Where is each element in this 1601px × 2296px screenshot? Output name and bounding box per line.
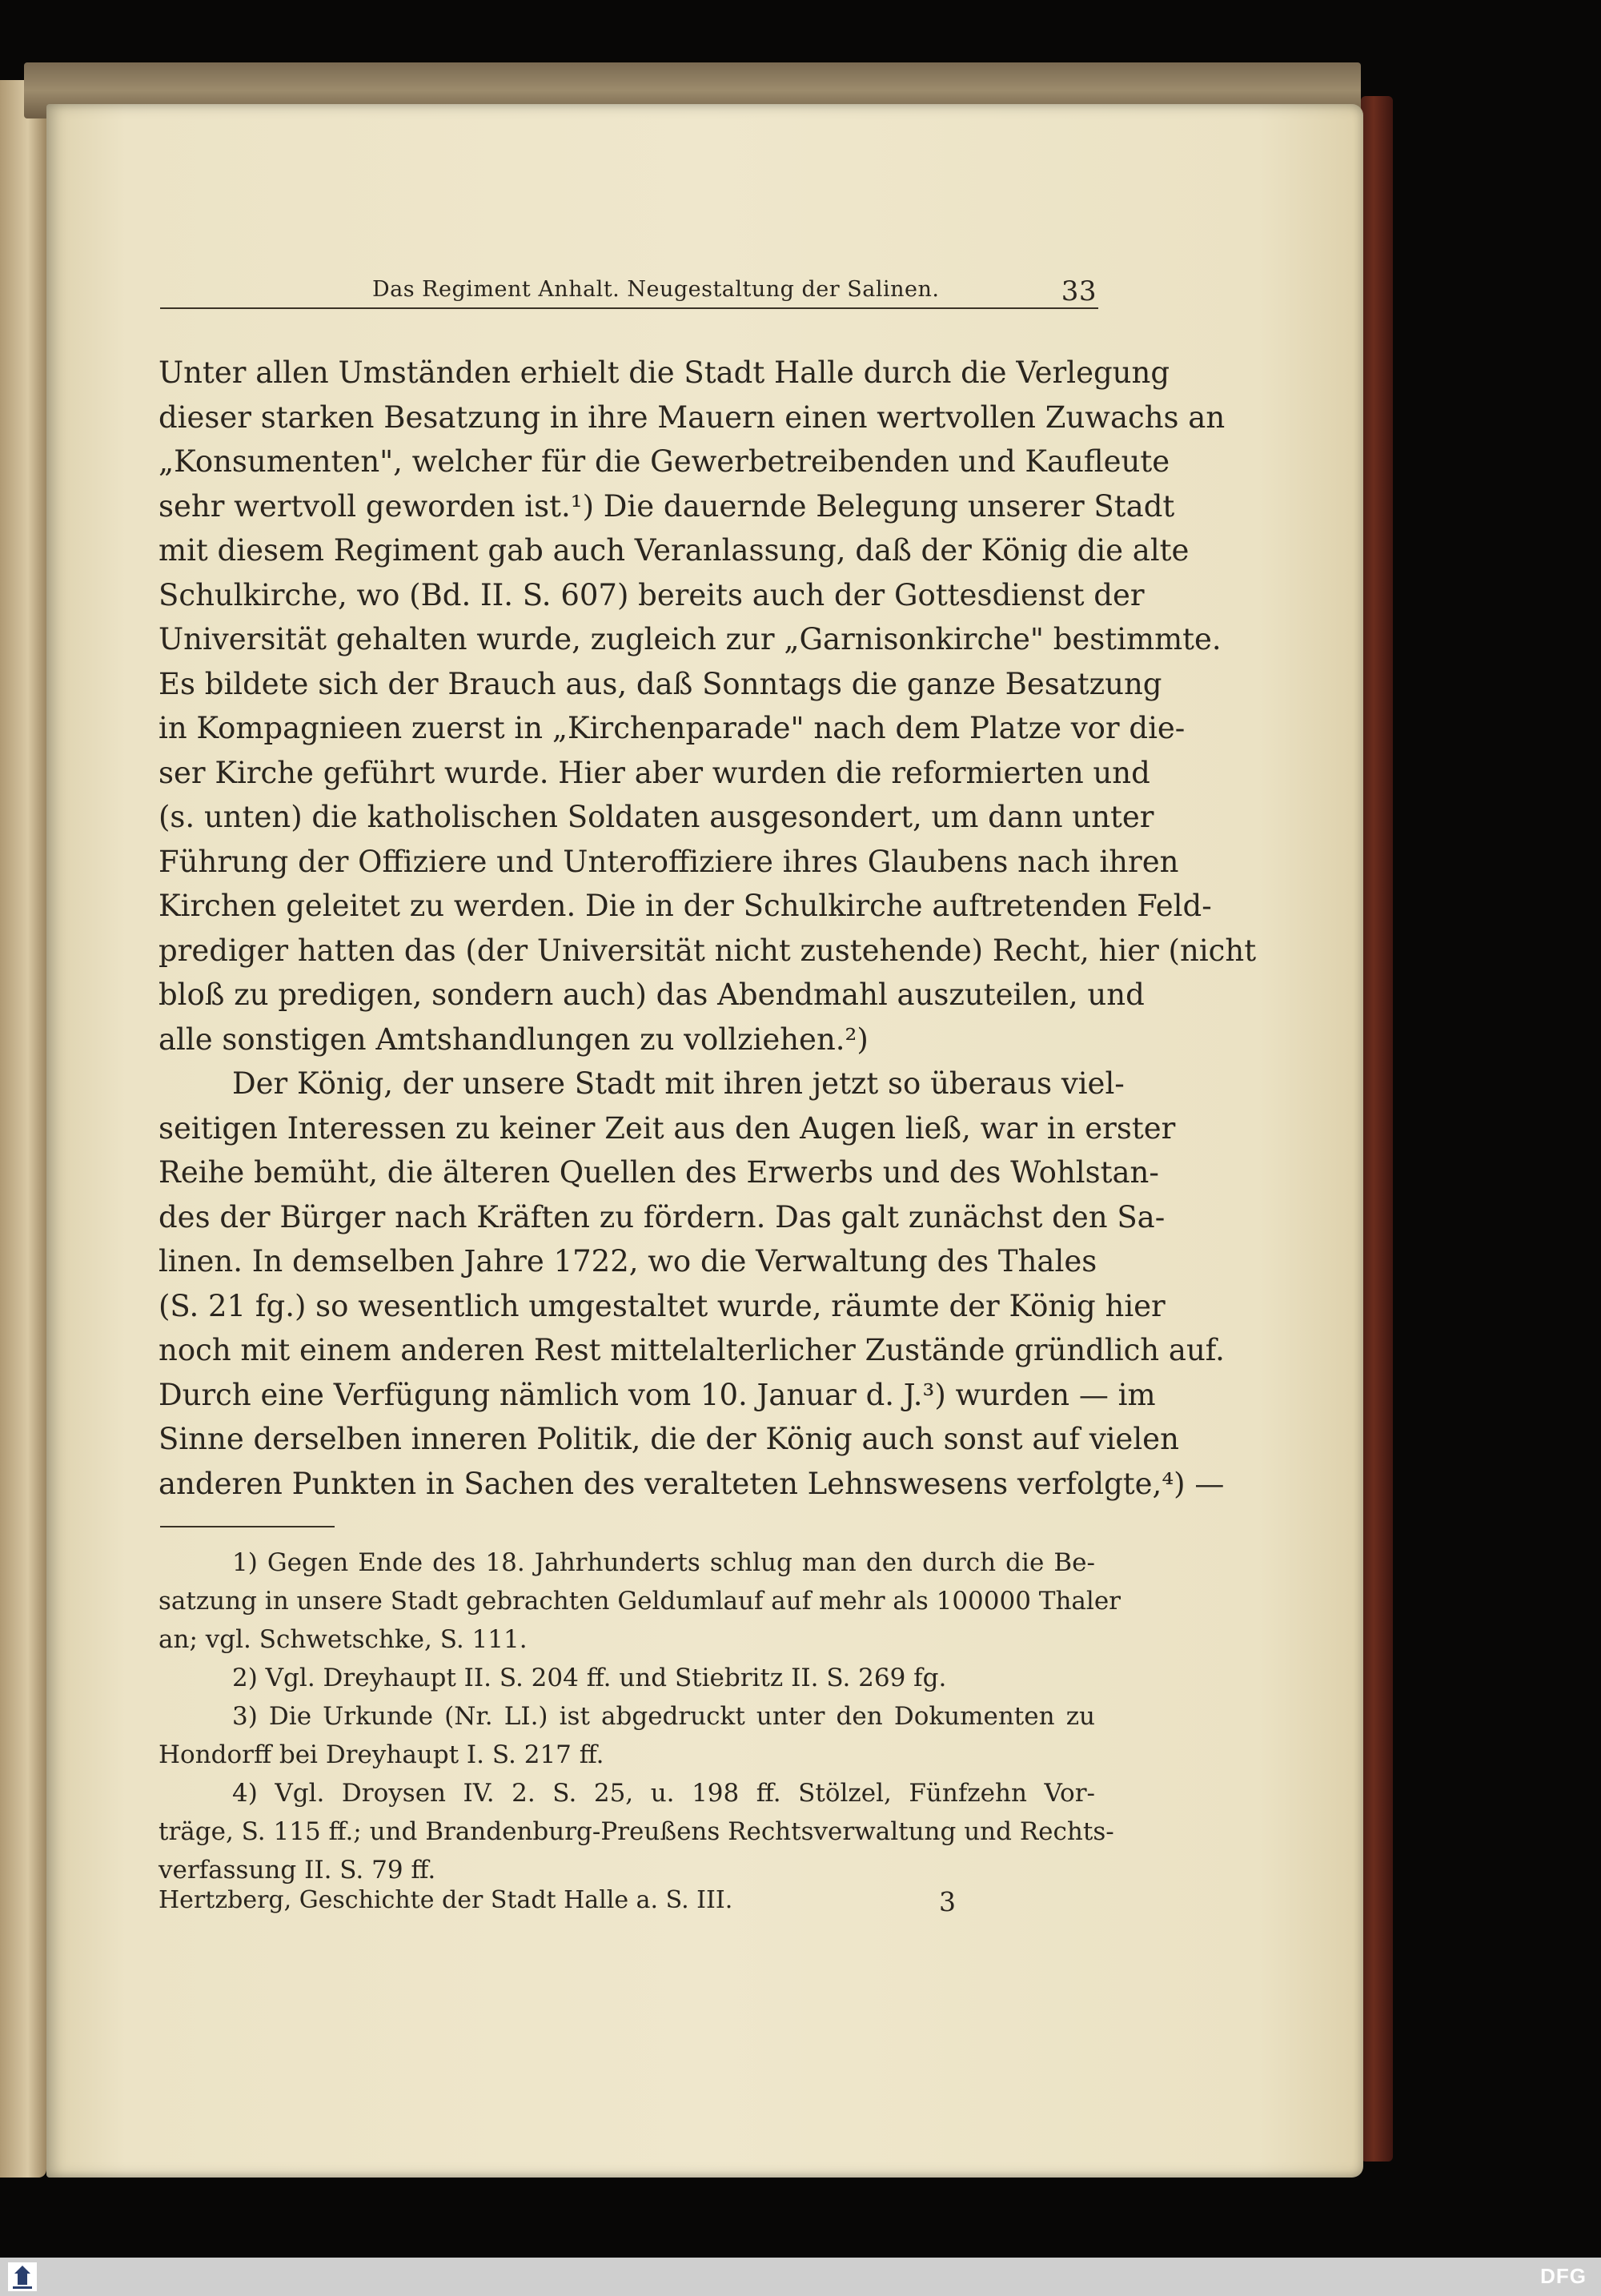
text-line: Universität gehalten wurde, zugleich zur „Garnisonkirche" bestimmte. — [158, 622, 1222, 656]
paragraph-2 — [158, 1062, 1225, 1506]
left-page-edge — [0, 80, 46, 2178]
text-line: mit diesem Regiment gab auch Veranlassung, daß der König die alte — [158, 533, 1190, 568]
footnote-line: 2) Vgl. Dreyhaupt II. S. 204 ff. und Stiebritz II. S. 269 fg. — [232, 1664, 947, 1692]
footnote-line: 4) Vgl. Droysen IV. 2. S. 25, u. 198 ff. Stölzel, Fünfzehn Vor- — [232, 1779, 1095, 1808]
viewer-footer-bar — [0, 2258, 1601, 2296]
footnote-rule — [160, 1526, 335, 1527]
page-number: 33 — [1061, 275, 1097, 307]
footnote-2 — [158, 1659, 1095, 1697]
text-line: noch mit einem anderen Rest mittelalterlicher Zustände gründlich auf. — [158, 1333, 1225, 1367]
footnote-1 — [158, 1543, 1121, 1659]
footnote-line: Hondorff bei Dreyhaupt I. S. 217 ff. — [158, 1740, 604, 1769]
text-line: Unter allen Umständen erhielt die Stadt Halle durch die Verlegung — [158, 355, 1170, 390]
body-text — [158, 351, 1257, 1506]
text-line: Sinne derselben inneren Politik, die der König auch sonst auf vielen — [158, 1422, 1179, 1456]
text-line: Durch eine Verfügung nämlich vom 10. Januar d. J.³) wurden — im — [158, 1377, 1156, 1412]
text-line: linen. In demselben Jahre 1722, wo die Verwaltung des Thales — [158, 1244, 1097, 1278]
text-line: bloß zu predigen, sondern auch) das Abendmahl auszuteilen, und — [158, 977, 1145, 1012]
printer-imprint — [158, 1886, 959, 1917]
footnotes — [158, 1543, 1121, 1889]
footnote-line: an; vgl. Schwetschke, S. 111. — [158, 1625, 528, 1654]
dfg-logo: DFG — [1540, 2264, 1587, 2288]
text-line: prediger hatten das (der Universität nicht zustehende) Recht, hier (nicht — [158, 933, 1257, 968]
text-line: ser Kirche geführt wurde. Hier aber wurden die reformierten und — [158, 755, 1150, 790]
text-line: seitigen Interessen zu keiner Zeit aus den Augen ließ, war in erster — [158, 1110, 1176, 1146]
text-line: sehr wertvoll geworden ist.¹) Die dauernde Belegung unserer Stadt — [158, 488, 1175, 524]
text-line: anderen Punkten in Sachen des veralteten Lehnswesens verfolgte,⁴) — — [158, 1466, 1225, 1501]
text-line: (s. unten) die katholischen Soldaten ausgesondert, um dann unter — [158, 800, 1154, 834]
footnote-line: satzung in unsere Stadt gebrachten Geldumlauf auf mehr als 100000 Thaler — [158, 1587, 1121, 1616]
library-logo-icon — [6, 2261, 38, 2293]
text-line: Es bildete sich der Brauch aus, daß Sonntags die ganze Besatzung — [158, 666, 1162, 701]
text-line: Kirchen geleitet zu werden. Die in der Schulkirche auftretenden Feld- — [158, 889, 1212, 923]
head-rule — [160, 307, 1098, 309]
book-spine-right — [1361, 96, 1393, 2162]
running-head-title: Das Regiment Anhalt. Neugestaltung der Salinen. — [372, 277, 940, 302]
paragraph-1 — [158, 351, 1257, 1062]
footnote-4 — [158, 1774, 1114, 1889]
footnote-line: verfassung II. S. 79 ff. — [158, 1856, 436, 1885]
footnote-3 — [158, 1697, 1095, 1774]
text-line: des der Bürger nach Kräften zu fördern. Das galt zunächst den Sa- — [158, 1199, 1166, 1234]
text-line: (S. 21 fg.) so wesentlich umgestaltet wurde, räumte der König hier — [158, 1288, 1166, 1323]
footnote-line: 1) Gegen Ende des 18. Jahrhunderts schlug man den durch die Be- — [232, 1548, 1095, 1577]
signature-mark: 3 — [939, 1886, 956, 1917]
text-line: Schulkirche, wo (Bd. II. S. 607) bereits auch der Gottesdienst der — [158, 577, 1145, 612]
imprint-text: Hertzberg, Geschichte der Stadt Halle a. S. III. — [158, 1886, 733, 1914]
text-line: „Konsumenten", welcher für die Gewerbetreibenden und Kaufleute — [158, 444, 1170, 479]
footnote-line: 3) Die Urkunde (Nr. LI.) ist abgedruckt unter den Dokumenten zu — [232, 1702, 1095, 1731]
text-line: in Kompagnieen zuerst in „Kirchenparade" nach dem Platze vor die- — [158, 711, 1186, 745]
text-line: alle sonstigen Amtshandlungen zu vollziehen.²) — [158, 1022, 869, 1057]
text-line: dieser starken Besatzung in ihre Mauern einen wertvollen Zuwachs an — [158, 399, 1226, 435]
text-line: Führung der Offiziere und Unteroffiziere ihres Glaubens nach ihren — [158, 844, 1179, 879]
text-line: Der König, der unsere Stadt mit ihren jetzt so überaus viel- — [232, 1066, 1125, 1101]
footnote-line: träge, S. 115 ff.; und Brandenburg-Preußens Rechtsverwaltung und Rechts- — [158, 1817, 1114, 1846]
text-line: Reihe bemüht, die älteren Quellen des Erwerbs und des Wohlstan- — [158, 1155, 1159, 1190]
